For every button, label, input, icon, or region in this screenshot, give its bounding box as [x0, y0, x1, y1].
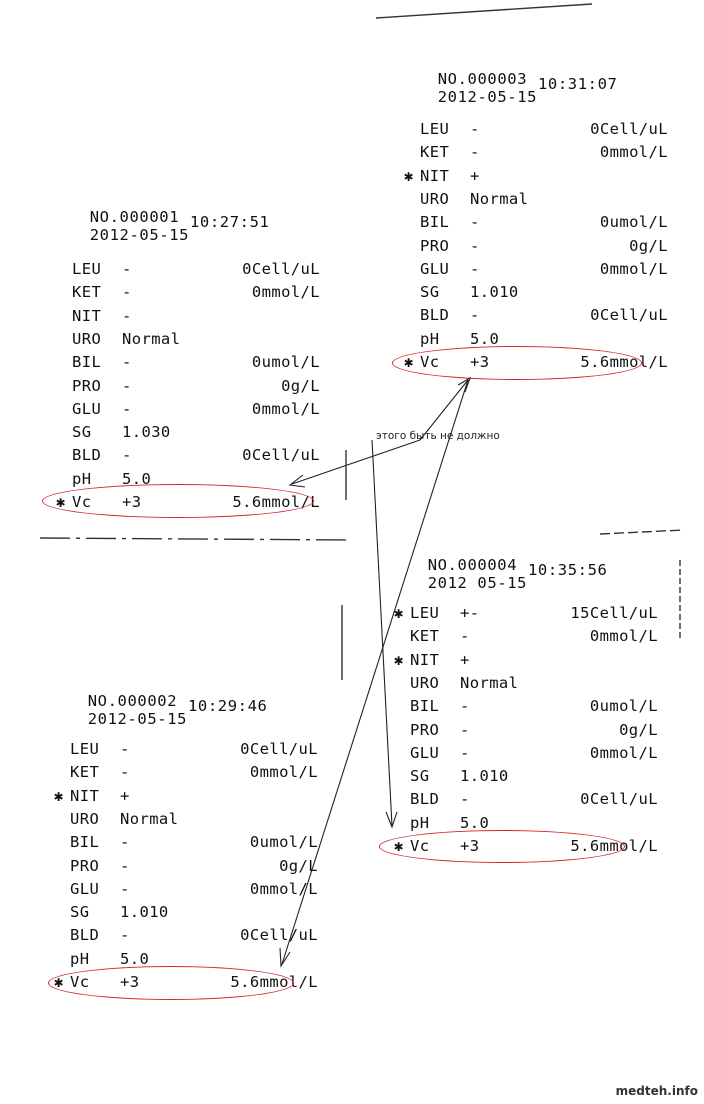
analyte-code: pH: [410, 813, 430, 832]
analyte-code: LEU: [70, 740, 100, 758]
analyte-value: 0mmol/L: [249, 879, 318, 898]
analyte-flag: -: [122, 446, 132, 465]
analyte-code: BIL: [420, 213, 450, 232]
analyte-code: NIT: [72, 306, 102, 325]
analyte-flag: -: [460, 627, 470, 646]
analyte-code: Vc: [410, 837, 430, 855]
receipt-number: NO.000001: [89, 208, 180, 226]
analyte-flag: 1.010: [460, 767, 509, 786]
analyte-code: NIT: [70, 786, 100, 805]
receipt-time: 10:27:51: [190, 213, 270, 231]
analyte-code: KET: [420, 143, 450, 162]
analyte-value: 0mmol/L: [251, 399, 320, 418]
arrow-line-4: [282, 380, 468, 964]
analyte-value: 0g/L: [279, 856, 318, 875]
analyte-value: 0umol/L: [251, 353, 320, 372]
analyte-flag: -: [470, 236, 480, 255]
abnormal-star-icon: ✱: [394, 604, 404, 622]
receipt-time: 10:31:07: [538, 75, 618, 93]
analyte-flag: 5.0: [120, 949, 150, 968]
analyte-code: LEU: [420, 120, 450, 138]
scan-artifact-line: [600, 530, 684, 534]
analyte-value: 0umol/L: [599, 213, 668, 232]
analyte-code: NIT: [410, 650, 440, 669]
analyte-code: BLD: [420, 306, 450, 325]
analyte-flag: 1.010: [120, 903, 169, 922]
analyte-code: URO: [70, 809, 100, 828]
analyte-code: PRO: [410, 720, 440, 739]
receipt-date: 2012-05-15: [87, 710, 188, 728]
analyte-flag: -: [470, 306, 480, 325]
analyte-value: 0mmol/L: [589, 743, 658, 762]
analyte-value: 0Cell/uL: [240, 740, 318, 758]
analyte-code: KET: [410, 627, 440, 646]
analyte-flag: 1.030: [122, 423, 171, 442]
analyte-code: LEU: [72, 260, 102, 278]
receipt-date: 2012-05-15: [437, 88, 538, 106]
analyte-flag: -: [120, 856, 130, 875]
analyte-code: BLD: [72, 446, 102, 465]
analyte-value: 0Cell/uL: [242, 260, 320, 278]
analyte-code: pH: [72, 469, 92, 488]
analyte-flag: -: [120, 879, 130, 898]
analyte-flag: -: [470, 259, 480, 278]
analyte-code: BIL: [72, 353, 102, 372]
arrow-head-4: [280, 948, 290, 966]
analyte-code: BIL: [70, 833, 100, 852]
arrow-line-3: [372, 440, 392, 826]
analyte-code: PRO: [420, 236, 450, 255]
analyte-value: 0mmol/L: [599, 259, 668, 278]
analyte-code: SG: [420, 283, 440, 302]
analyte-value: 0umol/L: [249, 833, 318, 852]
analyte-code: URO: [420, 189, 450, 208]
analyte-code: pH: [420, 329, 440, 348]
receipt-time: 10:29:46: [188, 697, 268, 715]
analyte-value: 0umol/L: [589, 697, 658, 716]
analyte-value: 15Cell/uL: [570, 604, 658, 622]
analyte-value: 5.6mmol/L: [580, 353, 668, 371]
analyte-value: 0Cell/uL: [590, 306, 668, 325]
annotation-note: этого быть не должно: [376, 430, 500, 442]
analyte-flag: -: [120, 763, 130, 782]
abnormal-star-icon: ✱: [56, 493, 66, 511]
analyte-flag: -: [460, 697, 470, 716]
analyte-flag: Normal: [122, 329, 181, 348]
arrow-line-1: [292, 440, 420, 484]
analyte-code: KET: [72, 283, 102, 302]
analyte-code: LEU: [410, 604, 440, 622]
scan-artifact-line: [40, 538, 350, 540]
analyte-code: GLU: [72, 399, 102, 418]
analyte-flag: -: [470, 213, 480, 232]
analyte-value: 5.6mmol/L: [230, 973, 318, 991]
analyte-value: 0mmol/L: [249, 763, 318, 782]
analyte-flag: -: [470, 143, 480, 162]
analyte-flag: 5.0: [122, 469, 152, 488]
arrow-line-2: [420, 380, 468, 440]
analyte-value: 0mmol/L: [599, 143, 668, 162]
analyte-value: 0g/L: [619, 720, 658, 739]
analyte-code: Vc: [420, 353, 440, 371]
receipt-date: 2012-05-15: [89, 226, 190, 244]
analyte-value: 0Cell/uL: [580, 790, 658, 809]
analyte-flag: 5.0: [460, 813, 490, 832]
analyte-value: 0g/L: [629, 236, 668, 255]
analyte-code: Vc: [72, 493, 92, 511]
analyte-flag: +3: [122, 493, 142, 511]
analyte-code: Vc: [70, 973, 90, 991]
analyte-flag: -: [460, 720, 470, 739]
analyte-code: GLU: [420, 259, 450, 278]
analyte-code: pH: [70, 949, 90, 968]
analyte-flag: 5.0: [470, 329, 500, 348]
scan-artifact-line: [376, 4, 592, 18]
analyte-value: 0g/L: [281, 376, 320, 395]
receipt-number: NO.000002: [87, 692, 178, 710]
analyte-flag: -: [122, 376, 132, 395]
analyte-flag: Normal: [120, 809, 179, 828]
analyte-flag: -: [120, 740, 130, 758]
analyte-flag: -: [460, 743, 470, 762]
analyte-flag: +3: [460, 837, 480, 855]
abnormal-star-icon: ✱: [54, 973, 64, 991]
analyte-value: 5.6mmol/L: [232, 493, 320, 511]
analyte-value: 0mmol/L: [251, 283, 320, 302]
analyte-flag: -: [122, 399, 132, 418]
analyte-code: BLD: [70, 926, 100, 945]
analyte-code: SG: [410, 767, 430, 786]
analyte-code: URO: [410, 673, 440, 692]
analyte-value: 5.6mmol/L: [570, 837, 658, 855]
receipt-date: 2012 05-15: [427, 574, 528, 592]
analyte-code: URO: [72, 329, 102, 348]
receipt-number: NO.000003: [437, 70, 528, 88]
analyte-flag: +: [470, 166, 480, 185]
analyte-code: BLD: [410, 790, 440, 809]
analyte-code: KET: [70, 763, 100, 782]
abnormal-star-icon: ✱: [394, 837, 404, 855]
analyte-flag: -: [122, 353, 132, 372]
analyte-code: GLU: [70, 879, 100, 898]
analyte-flag: Normal: [470, 189, 529, 208]
analyte-flag: -: [470, 120, 480, 138]
analyte-value: 0Cell/uL: [242, 446, 320, 465]
abnormal-star-icon: ✱: [54, 786, 64, 805]
watermark: medteh.info: [615, 1084, 698, 1098]
abnormal-star-icon: ✱: [404, 166, 414, 185]
arrow-head-1: [290, 475, 305, 487]
analyte-code: GLU: [410, 743, 440, 762]
analyte-flag: Normal: [460, 673, 519, 692]
analyte-code: SG: [70, 903, 90, 922]
analyte-flag: +: [120, 786, 130, 805]
analyte-code: BIL: [410, 697, 440, 716]
analyte-value: 0Cell/uL: [590, 120, 668, 138]
analyte-flag: -: [122, 306, 132, 325]
analyte-flag: +3: [470, 353, 490, 371]
receipt-time: 10:35:56: [528, 561, 608, 579]
analyte-value: 0Cell/uL: [240, 926, 318, 945]
analyte-code: NIT: [420, 166, 450, 185]
receipt-number: NO.000004: [427, 556, 518, 574]
analyte-flag: +: [460, 650, 470, 669]
abnormal-star-icon: ✱: [394, 650, 404, 669]
analyte-flag: -: [120, 833, 130, 852]
analyte-flag: -: [120, 926, 130, 945]
analyte-code: PRO: [72, 376, 102, 395]
analyte-value: 0mmol/L: [589, 627, 658, 646]
analyte-flag: -: [122, 283, 132, 302]
analyte-flag: +-: [460, 604, 480, 622]
analyte-code: PRO: [70, 856, 100, 875]
analyte-flag: +3: [120, 973, 140, 991]
analyte-flag: -: [122, 260, 132, 278]
abnormal-star-icon: ✱: [404, 353, 414, 371]
analyte-flag: 1.010: [470, 283, 519, 302]
analyte-code: SG: [72, 423, 92, 442]
analyte-flag: -: [460, 790, 470, 809]
